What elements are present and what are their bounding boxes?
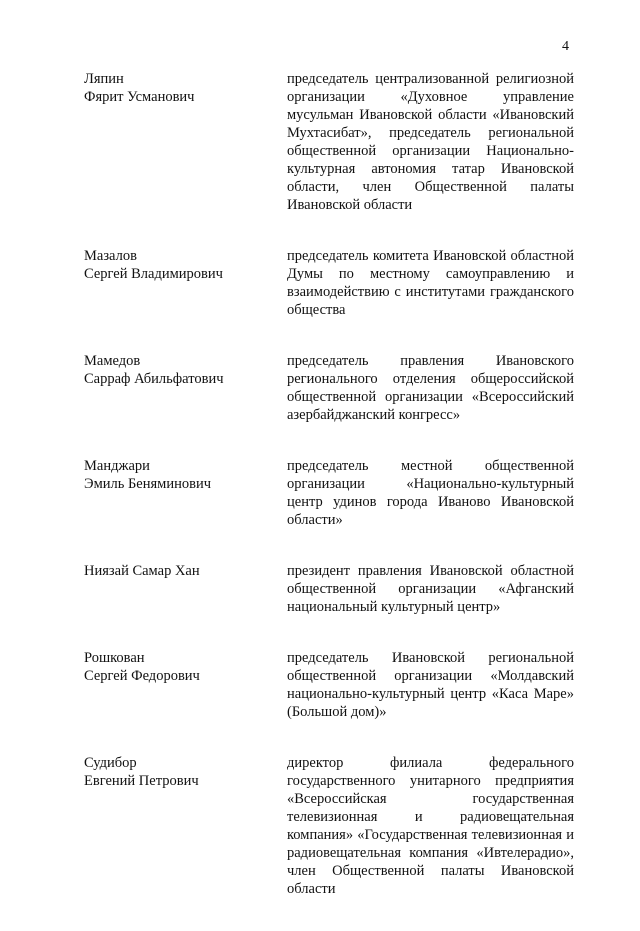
member-name — [84, 247, 287, 319]
page-number: 4 — [562, 39, 569, 54]
member-entry — [84, 754, 574, 898]
member-surname: Мазалов — [84, 248, 137, 264]
member-surname: Ниязай Самар Хан — [84, 563, 200, 579]
member-position: президент правления Ивановской областной общественной организации «Афганский национальный культурный центр» — [287, 563, 574, 615]
member-entry — [84, 70, 574, 214]
member-name — [84, 754, 287, 898]
member-position: председатель правления Ивановского регионального отделения общероссийской общественной организации «Всероссийский азербайджанский конгресс» — [287, 353, 574, 423]
member-given-name: Эмиль Беняминович — [84, 476, 212, 492]
member-given-name: Сарраф Абильфатович — [84, 371, 224, 387]
member-surname: Судибор — [84, 755, 137, 771]
member-name — [84, 352, 287, 424]
member-surname: Ляпин — [84, 71, 124, 87]
member-given-name: Сергей Федорович — [84, 668, 200, 684]
member-entry — [84, 649, 574, 721]
member-entry — [84, 562, 574, 616]
member-name — [84, 562, 287, 616]
member-list — [84, 70, 574, 931]
member-surname: Рошкован — [84, 650, 145, 666]
member-name — [84, 649, 287, 721]
member-entry — [84, 352, 574, 424]
member-name — [84, 70, 287, 214]
member-position: председатель местной общественной организации «Национально-культурный центр удинов города Иваново Ивановской области» — [287, 458, 574, 528]
member-given-name: Сергей Владимирович — [84, 266, 223, 282]
member-entry — [84, 247, 574, 319]
member-position: председатель Ивановской региональной общественной организации «Молдавский национально-культурный центр «Каса Маре» (Большой дом)» — [287, 650, 574, 720]
member-given-name: Евгений Петрович — [84, 773, 199, 789]
member-surname: Мамедов — [84, 353, 141, 369]
member-entry — [84, 457, 574, 529]
member-surname: Манджари — [84, 458, 150, 474]
member-position: председатель централизованной религиозной организации «Духовное управление мусульман Ивановской области «Ивановский Мухтасибат», председатель региональной общественной организации Национально-культурная автономия татар Ивановской области, член Общественной палаты Ивановской области — [287, 71, 574, 213]
member-name — [84, 457, 287, 529]
member-position: директор филиала федерального государственного унитарного предприятия «Всероссийская государственная телевизионная и радиовещательная компания» «Государственная телевизионная и радиовещательная компания «Ивтелерадио», член Общественной палаты Ивановской области — [287, 755, 574, 897]
member-position: председатель комитета Ивановской областной Думы по местному самоуправлению и взаимодействию с институтами гражданского общества — [287, 248, 574, 318]
member-given-name: Фярит Усманович — [84, 89, 195, 105]
